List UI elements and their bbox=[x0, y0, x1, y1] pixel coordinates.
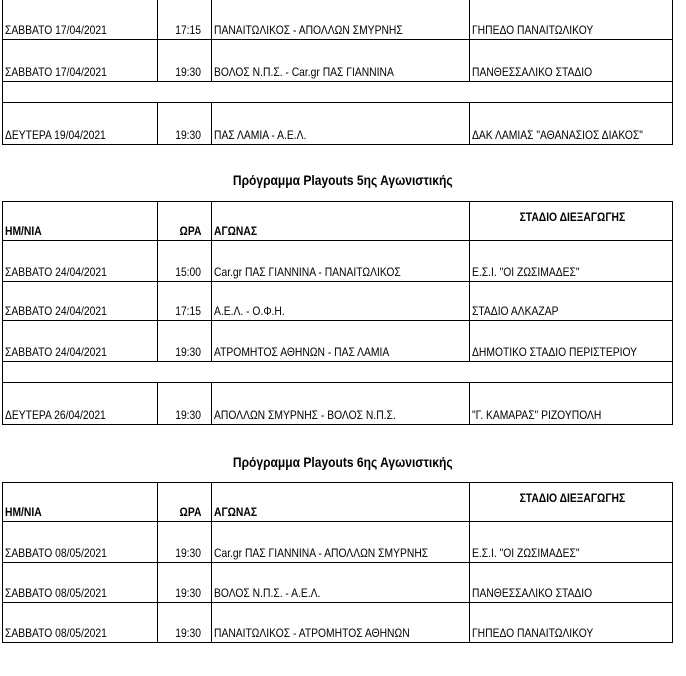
time-cell: 17:15 bbox=[158, 282, 212, 321]
stadium-cell: ΓΗΠΕΔΟ ΠΑΝΑΙΤΩΛΙΚΟΥ bbox=[470, 603, 673, 643]
table-row bbox=[3, 321, 673, 362]
section-title-6th-round: Πρόγραμμα Playouts 6ης Αγωνιστικής bbox=[233, 454, 453, 470]
table-row bbox=[3, 563, 673, 603]
header-date: ΗΜ/ΝΙΑ bbox=[3, 202, 158, 241]
table-row bbox=[3, 241, 673, 282]
spacer-row bbox=[3, 82, 673, 103]
stadium-cell: Ε.Σ.Ι. "ΟΙ ΖΩΣΙΜΑΔΕΣ" bbox=[470, 522, 673, 563]
match-cell: ΠΑΣ ΛΑΜΙΑ - Α.Ε.Λ. bbox=[212, 103, 470, 145]
table-row bbox=[3, 522, 673, 563]
match-cell: ΒΟΛΟΣ Ν.Π.Σ. - Α.Ε.Λ. bbox=[212, 563, 470, 603]
time-cell: 15:00 bbox=[158, 241, 212, 282]
date-cell: ΣΑΒΒΑΤΟ 24/04/2021 bbox=[3, 321, 158, 362]
header-stadium: ΣΤΑΔΙΟ ΔΙΕΞΑΓΩΓΗΣ bbox=[470, 202, 673, 241]
header-time: ΩΡΑ bbox=[158, 202, 212, 241]
date-cell: ΣΑΒΒΑΤΟ 17/04/2021 bbox=[3, 40, 158, 82]
stadium-cell: ΔΑΚ ΛΑΜΙΑΣ "ΑΘΑΝΑΣΙΟΣ ΔΙΑΚΟΣ" bbox=[470, 103, 673, 145]
table-row bbox=[3, 40, 673, 82]
table-row bbox=[3, 103, 673, 145]
stadium-cell: ΔΗΜΟΤΙΚΟ ΣΤΑΔΙΟ ΠΕΡΙΣΤΕΡΙΟΥ bbox=[470, 321, 673, 362]
time-cell: 19:30 bbox=[158, 603, 212, 643]
stadium-cell: Ε.Σ.Ι. "ΟΙ ΖΩΣΙΜΑΔΕΣ" bbox=[470, 241, 673, 282]
match-cell: ΠΑΝΑΙΤΩΛΙΚΟΣ - ΑΤΡΟΜΗΤΟΣ ΑΘΗΝΩΝ bbox=[212, 603, 470, 643]
table-header-row bbox=[3, 202, 673, 241]
time-cell: 17:15 bbox=[158, 0, 212, 40]
table-row bbox=[3, 603, 673, 643]
match-cell: Α.Ε.Λ. - Ο.Φ.Η. bbox=[212, 282, 470, 321]
stadium-cell: ΠΑΝΘΕΣΣΑΛΙΚΟ ΣΤΑΔΙΟ bbox=[470, 563, 673, 603]
date-cell: ΔΕΥΤΕΡΑ 19/04/2021 bbox=[3, 103, 158, 145]
time-cell: 19:30 bbox=[158, 563, 212, 603]
date-cell: ΣΑΒΒΑΤΟ 24/04/2021 bbox=[3, 282, 158, 321]
time-cell: 19:30 bbox=[158, 103, 212, 145]
stadium-cell: ΠΑΝΘΕΣΣΑΛΙΚΟ ΣΤΑΔΙΟ bbox=[470, 40, 673, 82]
time-cell: 19:30 bbox=[158, 383, 212, 425]
date-cell: ΔΕΥΤΕΡΑ 26/04/2021 bbox=[3, 383, 158, 425]
match-cell: ΠΑΝΑΙΤΩΛΙΚΟΣ - ΑΠΟΛΛΩΝ ΣΜΥΡΝΗΣ bbox=[212, 0, 470, 40]
header-match: ΑΓΩΝΑΣ bbox=[212, 483, 470, 522]
date-cell: ΣΑΒΒΑΤΟ 08/05/2021 bbox=[3, 522, 158, 563]
stadium-cell: ΣΤΑΔΙΟ ΑΛΚΑΖΑΡ bbox=[470, 282, 673, 321]
table-row bbox=[3, 282, 673, 321]
stadium-cell: ΓΗΠΕΔΟ ΠΑΝΑΙΤΩΛΙΚΟΥ bbox=[470, 0, 673, 40]
match-cell: Car.gr ΠΑΣ ΓΙΑΝΝΙΝΑ - ΑΠΟΛΛΩΝ ΣΜΥΡΝΗΣ bbox=[212, 522, 470, 563]
section-title-5th-round: Πρόγραμμα Playouts 5ης Αγωνιστικής bbox=[233, 172, 453, 188]
match-cell: ΑΤΡΟΜΗΤΟΣ ΑΘΗΝΩΝ - ΠΑΣ ΛΑΜΙΑ bbox=[212, 321, 470, 362]
time-cell: 19:30 bbox=[158, 40, 212, 82]
table-row bbox=[3, 383, 673, 425]
date-cell: ΣΑΒΒΑΤΟ 08/05/2021 bbox=[3, 603, 158, 643]
header-stadium: ΣΤΑΔΙΟ ΔΙΕΞΑΓΩΓΗΣ bbox=[470, 483, 673, 522]
time-cell: 19:30 bbox=[158, 522, 212, 563]
schedule-table-5th-round bbox=[2, 201, 673, 425]
match-cell: ΑΠΟΛΛΩΝ ΣΜΥΡΝΗΣ - ΒΟΛΟΣ Ν.Π.Σ. bbox=[212, 383, 470, 425]
spacer-cell bbox=[3, 82, 673, 103]
table-row bbox=[3, 0, 673, 40]
header-time: ΩΡΑ bbox=[158, 483, 212, 522]
schedule-table-4th-round bbox=[2, 0, 673, 145]
date-cell: ΣΑΒΒΑΤΟ 17/04/2021 bbox=[3, 0, 158, 40]
spacer-row bbox=[3, 362, 673, 383]
header-match: ΑΓΩΝΑΣ bbox=[212, 202, 470, 241]
time-cell: 19:30 bbox=[158, 321, 212, 362]
date-cell: ΣΑΒΒΑΤΟ 08/05/2021 bbox=[3, 563, 158, 603]
schedule-table-6th-round bbox=[2, 482, 673, 643]
header-date: ΗΜ/ΝΙΑ bbox=[3, 483, 158, 522]
stadium-cell: "Γ. ΚΑΜΑΡΑΣ" ΡΙΖΟΥΠΟΛΗ bbox=[470, 383, 673, 425]
match-cell: ΒΟΛΟΣ Ν.Π.Σ. - Car.gr ΠΑΣ ΓΙΑΝΝΙΝΑ bbox=[212, 40, 470, 82]
date-cell: ΣΑΒΒΑΤΟ 24/04/2021 bbox=[3, 241, 158, 282]
table-header-row bbox=[3, 483, 673, 522]
match-cell: Car.gr ΠΑΣ ΓΙΑΝΝΙΝΑ - ΠΑΝΑΙΤΩΛΙΚΟΣ bbox=[212, 241, 470, 282]
spacer-cell bbox=[3, 362, 673, 383]
